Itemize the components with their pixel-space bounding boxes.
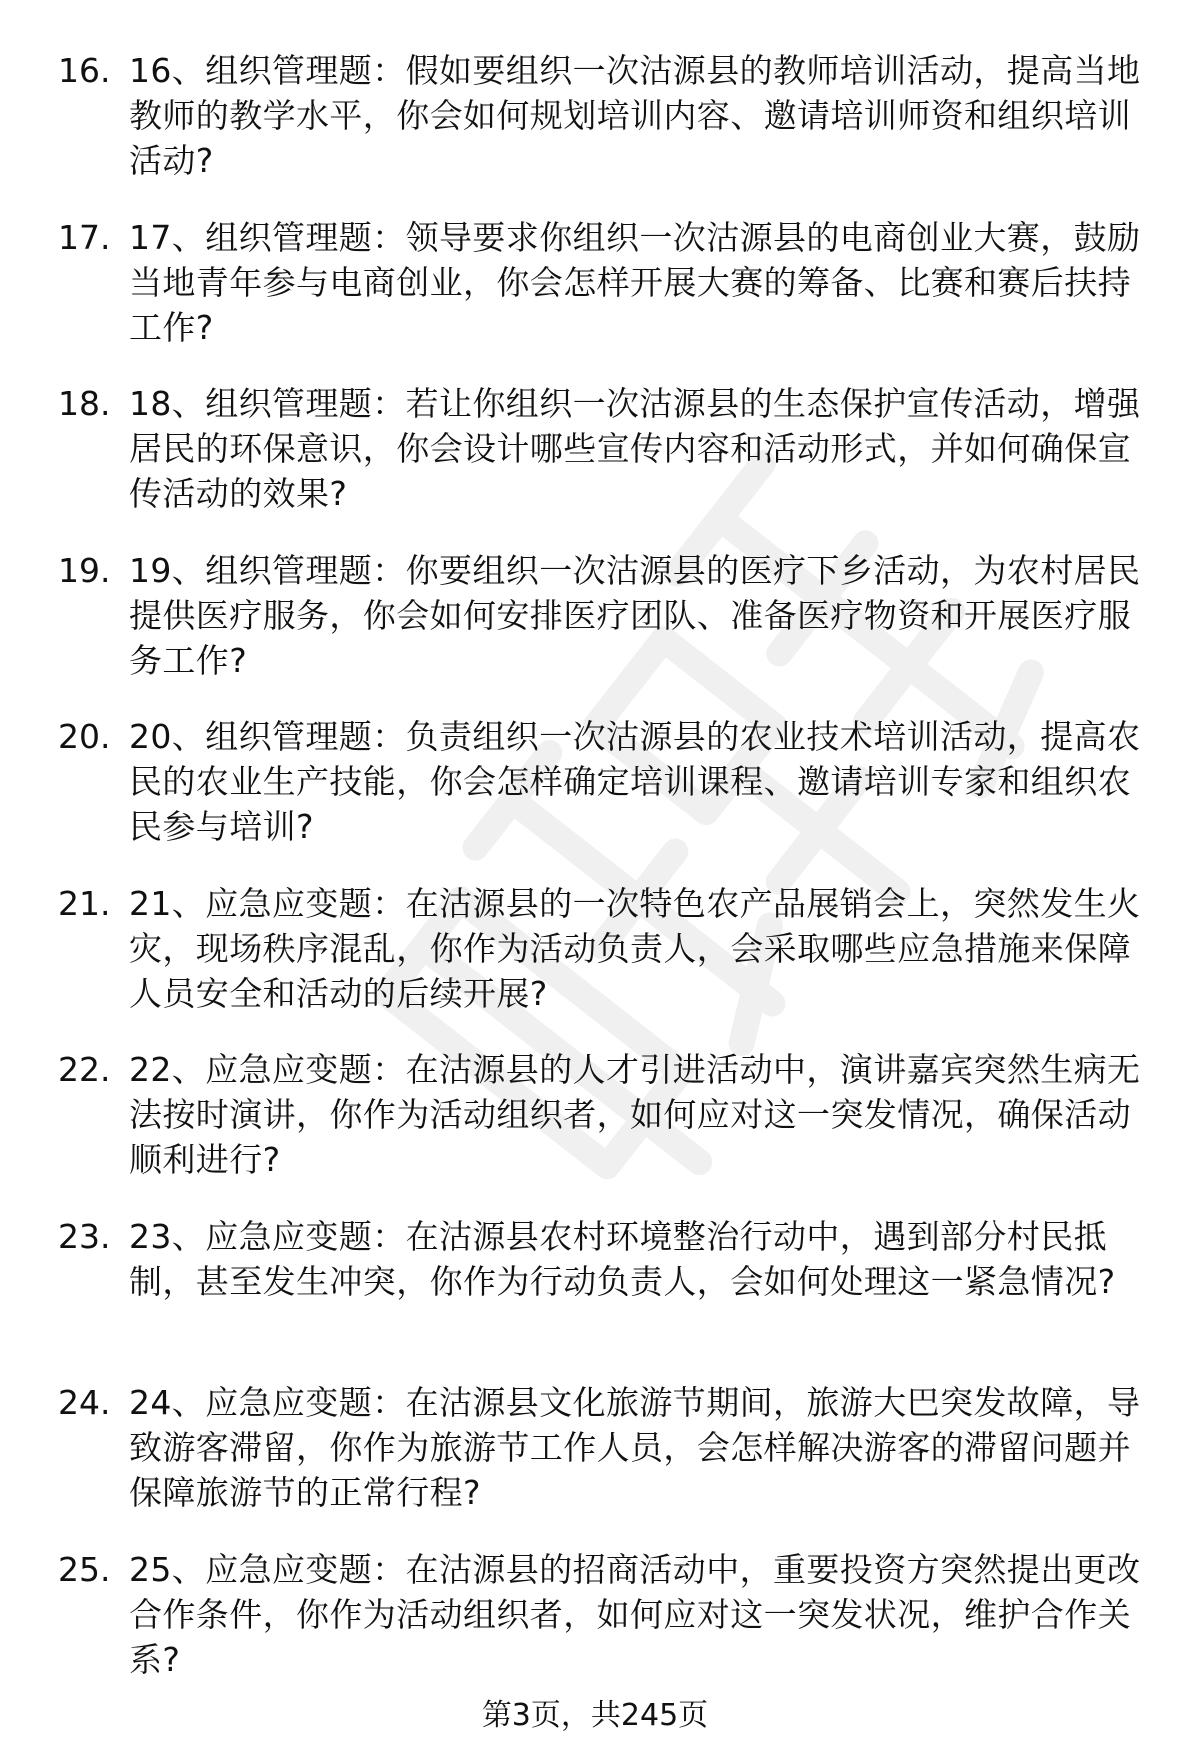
question-text: 20、组织管理题：负责组织一次沽源县的农业技术培训活动，提高农民的农业生产技能，你会怎样确定培训课程、邀请培训专家和组织农民参与培训? — [129, 717, 1141, 846]
question-list — [0, 48, 1190, 1713]
question-item — [0, 381, 1190, 548]
question-text: 18、组织管理题：若让你组织一次沽源县的生态保护宣传活动，增强居民的环保意识，你会设计哪些宣传内容和活动形式，并如何确保宣传活动的效果? — [129, 384, 1141, 513]
question-number: 24. — [58, 1383, 111, 1422]
question-number: 23. — [58, 1216, 111, 1256]
question-number: 21. — [58, 883, 111, 923]
question-number: 17. — [58, 217, 111, 257]
question-text: 22、应急应变题：在沽源县的人才引进活动中，演讲嘉宾突然生病无法按时演讲，你作为活动组织者，如何应对这一突发情况，确保活动顺利进行? — [129, 1050, 1141, 1179]
question-number: 22. — [58, 1050, 111, 1089]
question-text: 25、应急应变题：在沽源县的招商活动中，重要投资方突然提出更改合作条件，你作为活动组织者，如何应对这一突发状况，维护合作关系? — [129, 1549, 1141, 1679]
question-text: 21、应急应变题：在沽源县的一次特色农产品展销会上，突然发生火灾，现场秩序混乱，你作为活动负责人，会采取哪些应急措施来保障人员安全和活动的后续开展? — [129, 883, 1141, 1013]
question-item — [0, 1214, 1190, 1381]
question-item — [0, 1547, 1190, 1714]
question-item — [0, 881, 1190, 1048]
question-text: 19、组织管理题：你要组织一次沽源县的医疗下乡活动，为农村居民提供医疗服务，你会如何安排医疗团队、准备医疗物资和开展医疗服务工作? — [129, 550, 1141, 680]
question-text: 23、应急应变题：在沽源县农村环境整治行动中，遇到部分村民抵制，甚至发生冲突，你作为行动负责人，会如何处理这一紧急情况? — [129, 1216, 1116, 1301]
question-number: 25. — [58, 1549, 111, 1589]
question-number: 20. — [58, 717, 111, 756]
question-item — [0, 48, 1190, 215]
question-text: 24、应急应变题：在沽源县文化旅游节期间，旅游大巴突发故障，导致游客滞留，你作为旅游节工作人员，会怎样解决游客的滞留问题并保障旅游节的正常行程? — [129, 1383, 1141, 1512]
question-number: 18. — [58, 384, 111, 423]
page-footer: 第3页，共245页 — [481, 1698, 709, 1733]
question-item — [0, 548, 1190, 715]
question-text: 16、组织管理题：假如要组织一次沽源县的教师培训活动，提高当地教师的教学水平，你会如何规划培训内容、邀请培训师资和组织培训活动? — [129, 51, 1141, 180]
question-item — [0, 215, 1190, 382]
question-text: 17、组织管理题：领导要求你组织一次沽源县的电商创业大赛，鼓励当地青年参与电商创业，你会怎样开展大赛的筹备、比赛和赛后扶持工作? — [129, 217, 1141, 347]
question-item — [0, 1047, 1190, 1214]
question-item — [0, 1380, 1190, 1547]
question-number: 19. — [58, 550, 111, 590]
question-item — [0, 714, 1190, 881]
question-number: 16. — [58, 51, 111, 90]
